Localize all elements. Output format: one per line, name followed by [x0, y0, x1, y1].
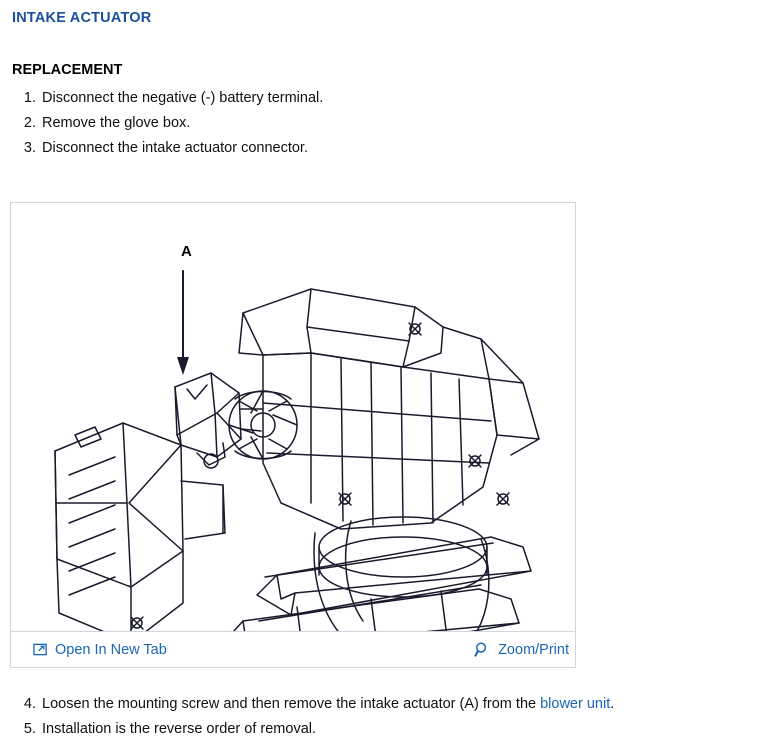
- magnifier-icon: [474, 641, 491, 658]
- figure-toolbar: [11, 631, 575, 667]
- step-text-after-link: .: [610, 696, 615, 712]
- step-text: Disconnect the intake actuator connector.: [42, 140, 308, 156]
- callout-label-a: A: [181, 243, 192, 260]
- step-text-before-link: Loosen the mounting screw and then remove the intake actuator (A) from the: [42, 696, 541, 712]
- zoom-print-button[interactable]: [474, 641, 569, 658]
- list-item: [12, 692, 757, 717]
- zoom-print-label: Zoom/Print: [498, 641, 569, 658]
- open-in-new-tab-label: Open In New Tab: [55, 641, 167, 658]
- step-number: 5.: [23, 721, 36, 737]
- steps-list-bottom: [12, 692, 757, 742]
- list-item: [12, 136, 712, 161]
- steps-list-top: [12, 86, 712, 161]
- step-number: 1.: [23, 90, 36, 106]
- step-text: [42, 692, 757, 717]
- open-in-new-tab-icon: [33, 642, 48, 657]
- step-number: 4.: [23, 696, 36, 712]
- section-heading: REPLACEMENT: [12, 62, 123, 78]
- figure-panel: [10, 202, 576, 668]
- step-text: Installation is the reverse order of removal.: [42, 721, 317, 737]
- list-item: [12, 111, 712, 136]
- page-title: INTAKE ACTUATOR: [12, 10, 152, 26]
- diagram-canvas: [11, 203, 575, 631]
- open-in-new-tab-button[interactable]: [33, 642, 167, 658]
- list-item: [12, 717, 757, 742]
- step-number: 3.: [23, 140, 36, 156]
- step-number: 2.: [23, 115, 36, 131]
- step-text: Remove the glove box.: [42, 115, 191, 131]
- list-item: [12, 86, 712, 111]
- blower-unit-link[interactable]: blower unit: [540, 696, 611, 712]
- blower-unit-diagram: [11, 203, 575, 631]
- step-text: Disconnect the negative (-) battery terminal.: [42, 90, 324, 106]
